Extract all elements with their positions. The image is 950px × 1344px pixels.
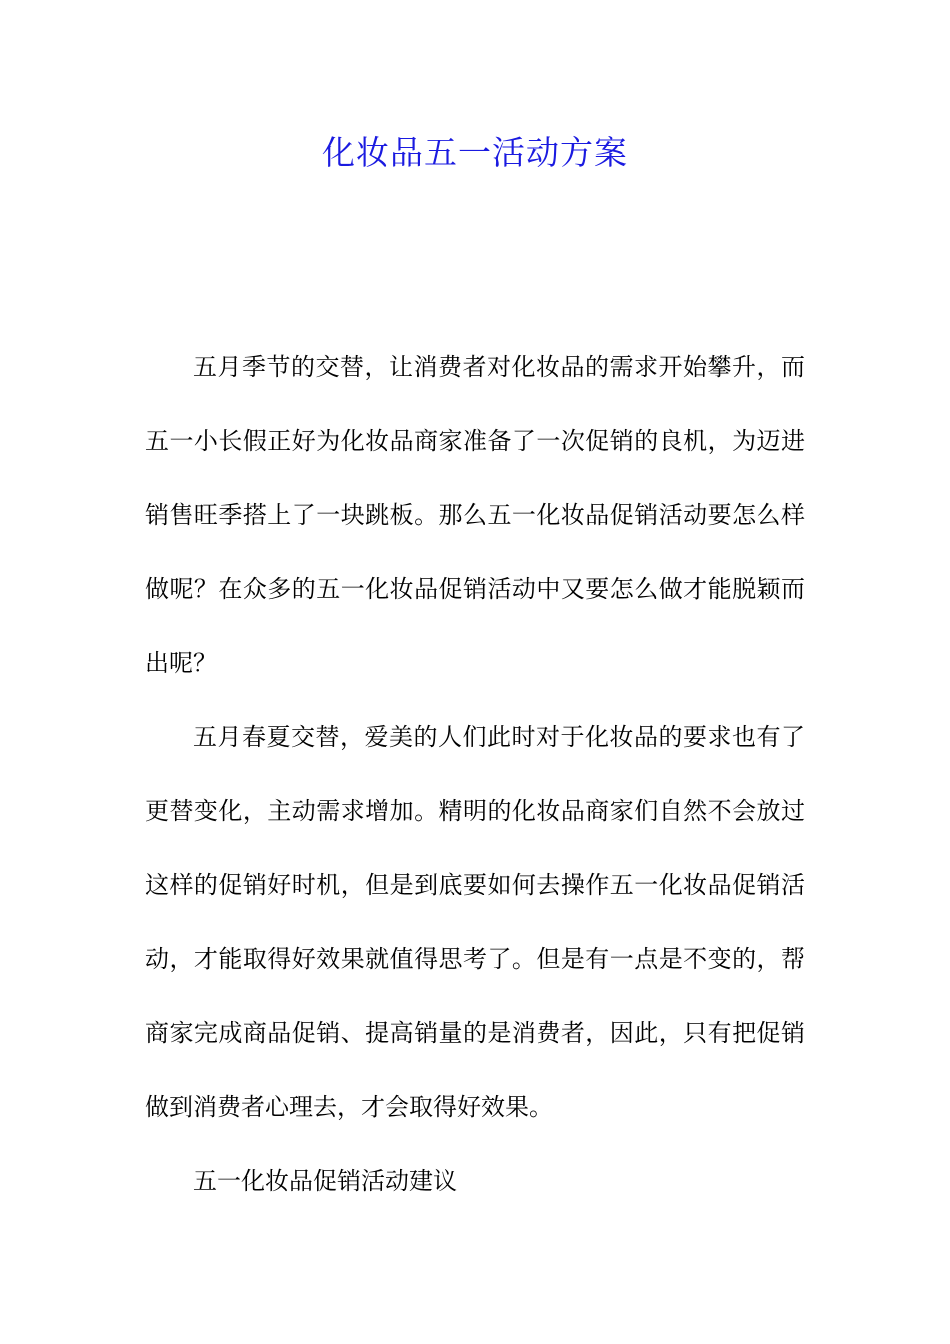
document-body [145, 330, 805, 1218]
section-heading-suggestions: 五一化妆品促销活动建议 [193, 1167, 457, 1195]
paragraph-intro: 五月季节的交替，让消费者对化妆品的需求开始攀升，而五一小长假正好为化妆品商家准备了一次促销的良机，为迈进销售旺季搭上了一块跳板。那么五一化妆品促销活动要怎么样做呢？在众多的五一化妆品促销活动中又要怎么做才能脱颖而出呢？ [145, 353, 805, 677]
paragraph-season: 五月春夏交替，爱美的人们此时对于化妆品的要求也有了更替变化，主动需求增加。精明的化妆品商家们自然不会放过这样的促销好时机，但是到底要如何去操作五一化妆品促销活动，才能取得好效果就值得思考了。但是有一点是不变的，帮商家完成商品促销、提高销量的是消费者，因此，只有把促销做到消费者心理去，才会取得好效果。 [145, 723, 805, 1121]
document-title: 化妆品五一活动方案 [322, 133, 628, 172]
